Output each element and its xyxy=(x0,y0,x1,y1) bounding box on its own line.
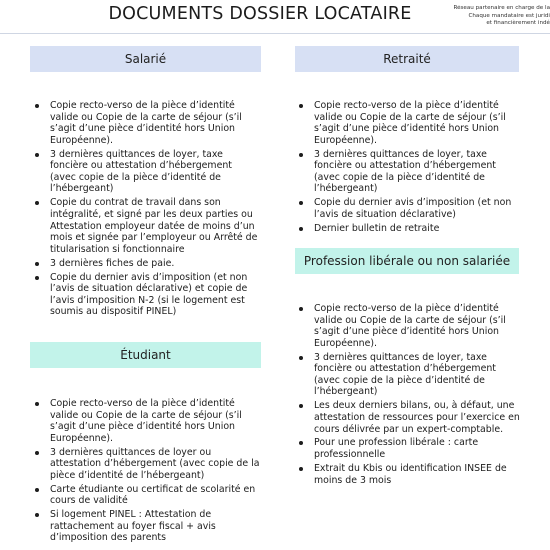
list-item: 3 dernières fiches de paie. xyxy=(32,258,260,270)
section-heading-retraite: Retraité xyxy=(295,46,519,72)
list-item: 3 dernières quittances de loyer, taxe foncière ou attestation d’hébergement (avec copie de la pièce d’identité de l’hébergeant) xyxy=(32,149,260,195)
list-item: Copie recto-verso de la pièce d’identité valide ou Copie de la carte de séjour (s’il s’agit d’une pièce d’identité hors Union Européenne). xyxy=(296,303,522,349)
list-item: Dernier bulletin de retraite xyxy=(296,223,522,235)
list-item: 3 dernières quittances de loyer, taxe foncière ou attestation d’hébergement (avec copie de la pièce d’identité de l’hébergeant) xyxy=(296,352,522,398)
list-item: Carte étudiante ou certificat de scolarité en cours de validité xyxy=(32,484,260,507)
list-item: Extrait du Kbis ou identification INSEE de moins de 3 mois xyxy=(296,463,522,486)
header-note-line: et financièrement indé xyxy=(486,20,550,27)
list-item: Copie du dernier avis d’imposition (et non l’avis de situation déclarative) xyxy=(296,197,522,220)
list-item: Copie recto-verso de la pièce d’identité valide ou Copie de la carte de séjour (s’il s’agit d’une pièce d’identité hors Union Européenne). xyxy=(32,100,260,146)
list-item: Les deux derniers bilans, ou, à défaut, une attestation de ressources pour l’exercice en cours délivrée par un expert-comptable. xyxy=(296,400,522,435)
list-item: Copie du dernier avis d’imposition (et non l’avis de situation déclarative) et copie de l’avis d’imposition N-2 (si le logement est soumis au dispositif PINEL) xyxy=(32,272,260,318)
list-item: Copie recto-verso de la pièce d’identité valide ou Copie de la carte de séjour (s’il s’agit d’une pièce d’identité hors Union Européenne). xyxy=(32,398,260,444)
header-note-line: Réseau partenaire en charge de la xyxy=(453,5,550,11)
header-note-line: Chaque mandataire est juridi xyxy=(468,12,550,19)
header-note xyxy=(450,5,550,28)
page-title: DOCUMENTS DOSSIER LOCATAIRE xyxy=(108,4,412,24)
list-item: Pour une profession libérale : carte professionnelle xyxy=(296,437,522,460)
document-list-etudiant xyxy=(32,398,260,546)
document-list-retraite xyxy=(296,100,522,237)
section-heading-etudiant: Étudiant xyxy=(30,342,261,368)
document-list-liberale xyxy=(296,303,522,488)
section-heading-liberale: Profession libérale ou non salariée xyxy=(295,248,519,274)
list-item: Copie du contrat de travail dans son intégralité, et signé par les deux parties ou Attestation employeur datée de moins d’un mois et signée par l’employeur ou Arrêté de titularisation si fonctionnaire xyxy=(32,197,260,255)
header-divider xyxy=(0,33,550,34)
list-item: 3 dernières quittances de loyer, taxe foncière ou attestation d’hébergement (avec copie de la pièce d’identité de l’hébergeant) xyxy=(296,149,522,195)
list-item: 3 dernières quittances de loyer ou attestation d’hébergement (avec copie de la pièce d’identité de l’hébergeant) xyxy=(32,447,260,482)
section-heading-salarie: Salarié xyxy=(30,46,261,72)
document-list-salarie xyxy=(32,100,260,320)
list-item: Si logement PINEL : Attestation de rattachement au foyer fiscal + avis d’imposition des parents xyxy=(32,509,260,544)
list-item: Copie recto-verso de la pièce d’identité valide ou Copie de la carte de séjour (s’il s’agit d’une pièce d’identité hors Union Européenne). xyxy=(296,100,522,146)
